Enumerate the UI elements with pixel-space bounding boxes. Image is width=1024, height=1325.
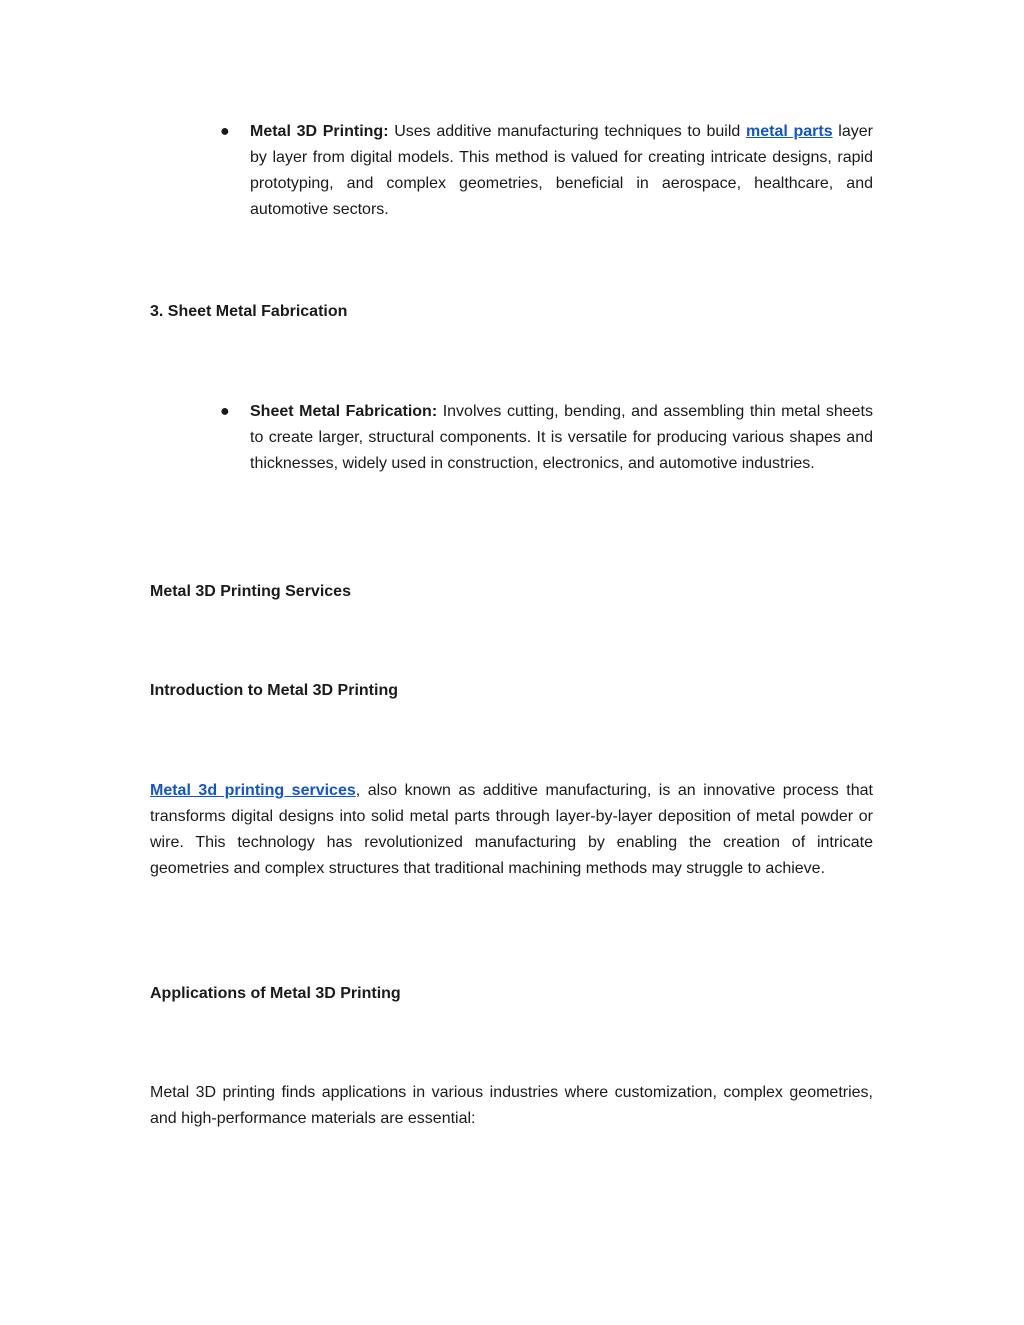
bullet-sheet-metal-fabrication (220, 399, 873, 503)
bullet-text (250, 119, 873, 223)
heading-sheet-metal-fabrication: 3. Sheet Metal Fabrication (150, 303, 348, 320)
applications-paragraph: Metal 3D printing finds applications in various industries where customization, complex geometries, and high-performance materials are essential: (150, 1084, 873, 1127)
bullet-dot: ● (220, 123, 230, 140)
intro-paragraph (150, 778, 873, 882)
heading-introduction: Introduction to Metal 3D Printing (150, 682, 398, 699)
metal-3d-printing-services-link[interactable]: Metal 3d printing services (150, 782, 356, 799)
heading-metal-3d-printing-services: Metal 3D Printing Services (150, 583, 351, 600)
heading-applications: Applications of Metal 3D Printing (150, 985, 401, 1002)
bullet-metal-3d-printing (220, 119, 873, 223)
metal-parts-link[interactable]: metal parts (745, 123, 833, 140)
bullet-term: Sheet Metal Fabrication: (250, 403, 438, 420)
bullet-text-before-link: Uses additive manufacturing techniques to build (388, 123, 746, 140)
intro-paragraph-text: , also known as additive manufacturing, is an innovative process that transforms digital designs into solid metal parts through layer-by-layer deposition of metal powder or wire. This technology has revolutionized manufacturing by enabling the creation of intricate geometries and complex structures that traditional machining methods may struggle to achieve. (150, 782, 873, 877)
bullet-term: Metal 3D Printing: (250, 123, 389, 140)
bullet-description: Involves cutting, bending, and assembling thin metal sheets to create larger, structural components. It is versatile for producing various shapes and thicknesses, widely used in construction, electronics, and automotive industries. (250, 403, 874, 472)
bullet-text (250, 399, 873, 477)
bullet-dot: ● (220, 403, 230, 420)
bullet-text-after-link: layer by layer from digital models. This method is valued for creating intricate designs, rapid prototyping, and complex geometries, beneficial in aerospace, healthcare, and automotive sectors. (250, 123, 873, 218)
